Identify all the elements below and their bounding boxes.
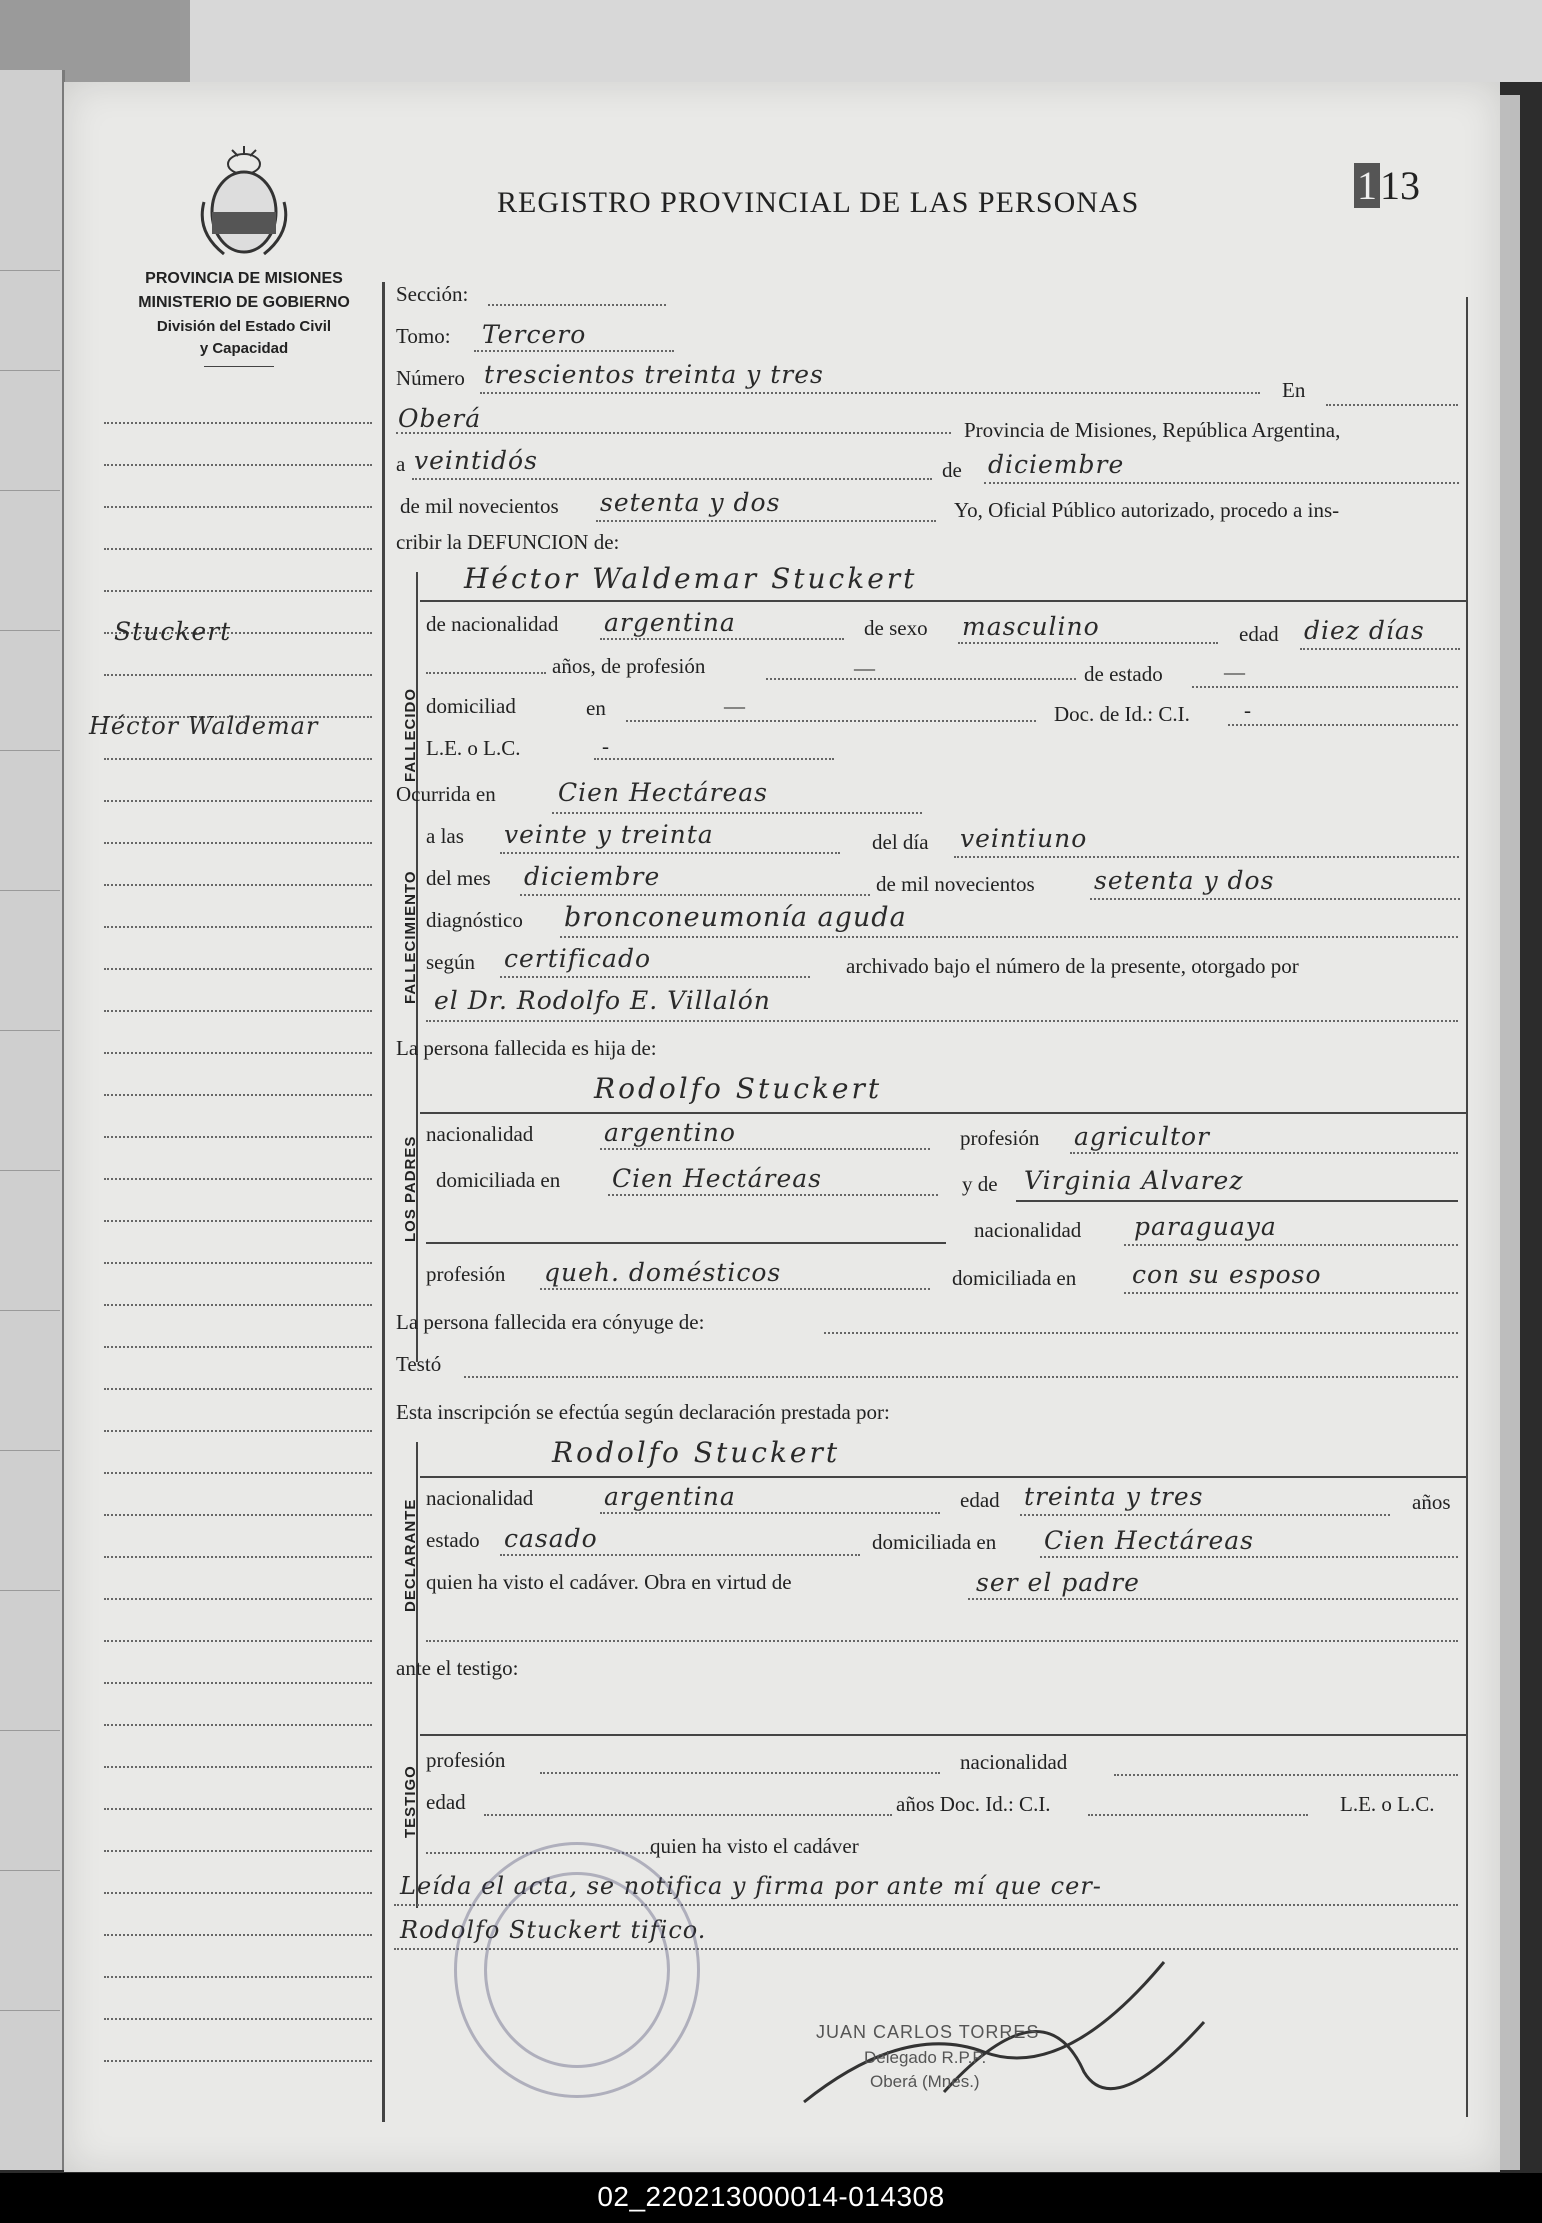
label-testo: Testó (396, 1352, 442, 1376)
label-nacionalidad-de: de nacionalidad (426, 612, 559, 636)
margin-rule (104, 1640, 372, 1642)
office-line-4: y Capacidad (199, 340, 289, 357)
label-seccion: Sección: (396, 282, 469, 306)
label-cribir: cribir la DEFUNCION de: (396, 530, 620, 554)
margin-rule (104, 1472, 372, 1474)
margin-rule (104, 1598, 372, 1600)
margin-rule (104, 1976, 372, 1978)
label-archivado: archivado bajo el número de la presente, otorgado por (846, 954, 1299, 978)
value-le-lc: - (602, 734, 609, 758)
label-domiciliada-en: domiciliada en (436, 1168, 561, 1192)
document-title: REGISTRO PROVINCIAL DE LAS PERSONAS (497, 186, 1140, 219)
document-page (64, 82, 1500, 2172)
value-numero: trescientos treinta y tres (484, 360, 824, 389)
value-en-virtud: ser el padre (976, 1568, 1140, 1597)
value-tomo: Tercero (482, 320, 587, 349)
margin-rule (104, 590, 372, 592)
margin-given-names: Héctor Waldemar (89, 712, 319, 740)
label-anos: años (1412, 1490, 1451, 1514)
side-label-testigo: TESTIGO (402, 1765, 419, 1838)
side-label-fallecimiento: FALLECIMIENTO (402, 870, 419, 1004)
coat-of-arms-icon (194, 142, 294, 262)
margin-rule (104, 1850, 372, 1852)
label-anos-profesion: años, de profesión (552, 654, 706, 678)
label-nacionalidad-madre: nacionalidad (974, 1218, 1082, 1242)
label-quien-cadaver-2: quien ha visto el cadáver (650, 1834, 859, 1858)
label-del-dia: del día (872, 830, 929, 854)
value-dia: veintidós (414, 446, 538, 475)
margin-rule (104, 1052, 372, 1054)
value-declarante-edad: treinta y tres (1024, 1482, 1204, 1511)
side-label-declarante: DECLARANTE (402, 1498, 419, 1612)
value-sexo: masculino (962, 612, 1100, 641)
value-doc-ci: - (1244, 698, 1251, 722)
margin-rule (104, 422, 372, 424)
margin-surname: Stuckert (114, 617, 232, 646)
margin-rule (104, 464, 372, 466)
page-right-edge (1500, 95, 1520, 2170)
office-line-2: MINISTERIO DE GOBIERNO (138, 294, 350, 311)
label-domiciliado: domiciliad (426, 694, 516, 718)
margin-rule (104, 548, 372, 550)
value-declarante-nacionalidad: argentina (604, 1482, 736, 1511)
page-number (1354, 162, 1420, 209)
label-del-mes: del mes (426, 866, 491, 890)
label-segun: según (426, 950, 475, 974)
label-doc-id: Doc. de Id.: C.I. (1054, 702, 1190, 726)
label-edad-testigo: edad (426, 1790, 466, 1814)
signature-scribble-icon (784, 1902, 1264, 2132)
margin-rule (104, 1892, 372, 1894)
label-estado-declarante: estado (426, 1528, 480, 1552)
label-ante-testigo: ante el testigo: (396, 1656, 519, 1680)
margin-rule (104, 968, 372, 970)
label-a: a (396, 452, 406, 476)
margin-rule (104, 1094, 372, 1096)
value-padre-profesion: agricultor (1074, 1122, 1211, 1151)
label-de: de (942, 458, 962, 482)
page-number-rest: 13 (1380, 163, 1420, 208)
signature-name: JUAN CARLOS TORRES (816, 2022, 1040, 2042)
label-nacionalidad-declarante: nacionalidad (426, 1486, 534, 1510)
label-edad: edad (1239, 622, 1279, 646)
value-estado: — (1224, 660, 1245, 684)
label-yo-oficial: Yo, Oficial Público autorizado, procedo a ins- (954, 498, 1340, 522)
label-numero: Número (396, 366, 465, 390)
label-edad-declarante: edad (960, 1488, 1000, 1512)
office-line-1: PROVINCIA DE MISIONES (145, 270, 343, 287)
side-label-padres: LOS PADRES (402, 1135, 419, 1242)
label-nacionalidad-testigo: nacionalidad (960, 1750, 1068, 1774)
signature-place: Oberá (Mnes.) (870, 2072, 980, 2091)
value-lugar: Oberá (398, 404, 482, 433)
label-de-sexo: de sexo (864, 616, 928, 640)
label-domiciliada-declarante: domiciliada en (872, 1530, 997, 1554)
label-profesion-testigo: profesión (426, 1748, 506, 1772)
margin-rule (104, 1178, 372, 1180)
file-id-bar (0, 2173, 1542, 2223)
value-madre-domicilio: con su esposo (1132, 1260, 1322, 1289)
background-top (0, 0, 1542, 82)
label-en: En (1282, 378, 1306, 402)
margin-rule (104, 1136, 372, 1138)
margin-rule (104, 1724, 372, 1726)
margin-rule (104, 1010, 372, 1012)
value-mes-fallecimiento: diciembre (524, 862, 661, 891)
margin-rule (104, 2060, 372, 2062)
margin-rule (104, 1556, 372, 1558)
label-de-mil: de mil novecientos (400, 494, 559, 518)
margin-rule (104, 1304, 372, 1306)
file-id: 02_220213000014-014308 (597, 2181, 945, 2212)
value-padre-nacionalidad: argentino (604, 1118, 736, 1147)
margin-rule (104, 1220, 372, 1222)
value-nombre-fallecido: Héctor Waldemar Stuckert (464, 562, 918, 595)
value-declarante-domicilio: Cien Hectáreas (1044, 1526, 1254, 1555)
office-line-3: División del Estado Civil (156, 318, 332, 335)
value-madre-nacionalidad: paraguaya (1134, 1212, 1277, 1241)
label-y-de: y de (962, 1172, 998, 1196)
label-de-estado: de estado (1084, 662, 1163, 686)
label-profesion-padre: profesión (960, 1126, 1040, 1150)
value-anio-fallecimiento: setenta y dos (1094, 866, 1275, 895)
label-nacionalidad-padre: nacionalidad (426, 1122, 534, 1146)
margin-rule (104, 1808, 372, 1810)
label-le-lc-2: L.E. o L.C. (1340, 1792, 1435, 1816)
value-diagnostico: bronconeumonía aguda (564, 902, 907, 933)
label-le-lc: L.E. o L.C. (426, 736, 521, 760)
margin-rule (104, 1430, 372, 1432)
value-segun: certificado (504, 944, 651, 973)
value-madre-profesion: queh. domésticos (544, 1258, 782, 1287)
value-padre-domicilio: Cien Hectáreas (612, 1164, 822, 1193)
value-otorgado-por: el Dr. Rodolfo E. Villalón (434, 986, 771, 1015)
margin-rule (104, 884, 372, 886)
value-declarante-estado: casado (504, 1524, 598, 1553)
margin-rule (104, 926, 372, 928)
page-number-box: 1 (1354, 163, 1380, 208)
label-diagnostico: diagnóstico (426, 908, 523, 932)
margin-rule (104, 1388, 372, 1390)
label-hija-de: La persona fallecida es hija de: (396, 1036, 657, 1060)
value-domicilio: — (724, 694, 745, 718)
label-de-mil-2: de mil novecientos (876, 872, 1035, 896)
margin-rule (104, 2018, 372, 2020)
value-edad: diez días (1304, 616, 1425, 645)
margin-rule (104, 1262, 372, 1264)
value-cierre-2: Rodolfo Stuckert tifico. (400, 1916, 707, 1944)
label-profesion-madre: profesión (426, 1262, 506, 1286)
label-conyuge: La persona fallecida era cónyuge de: (396, 1310, 705, 1334)
value-anio: setenta y dos (600, 488, 781, 517)
margin-rule (104, 1346, 372, 1348)
margin-rule (104, 1682, 372, 1684)
value-padre: Rodolfo Stuckert (594, 1072, 883, 1105)
value-mes: diciembre (988, 450, 1125, 479)
label-inscripcion: Esta inscripción se efectúa según declaración prestada por: (396, 1400, 890, 1424)
margin-rule (104, 1934, 372, 1936)
label-quien-cadaver: quien ha visto el cadáver. Obra en virtud de (426, 1570, 792, 1594)
signature-role: Delegado R.P.P. (864, 2048, 987, 2067)
value-nacionalidad-fallecido: argentina (604, 608, 736, 637)
margin-rule (104, 758, 372, 760)
left-page-edge (0, 70, 65, 2170)
official-seal-inner (484, 1872, 670, 2068)
margin-rule (104, 842, 372, 844)
value-cierre-1: Leída el acta, se notifica y firma por ante mí que cer- (400, 1872, 1102, 1900)
label-provincia: Provincia de Misiones, República Argentina, (964, 418, 1341, 442)
value-hora: veinte y treinta (504, 820, 714, 849)
label-ocurrida-en: Ocurrida en (396, 782, 496, 806)
margin-rule (104, 1514, 372, 1516)
label-a-las: a las (426, 824, 464, 848)
margin-rule (104, 800, 372, 802)
margin-rule (104, 1766, 372, 1768)
label-domiciliada-en-2: domiciliada en (952, 1266, 1077, 1290)
value-ocurrida-en: Cien Hectáreas (558, 778, 768, 807)
label-en-domicilio: en (586, 696, 606, 720)
margin-rule (104, 506, 372, 508)
value-profesion: — (854, 656, 875, 680)
margin-rule (104, 674, 372, 676)
value-madre: Virginia Alvarez (1024, 1166, 1244, 1195)
value-dia-fallecimiento: veintiuno (960, 824, 1088, 853)
label-anos-doc: años Doc. Id.: C.I. (896, 1792, 1051, 1816)
value-declarante: Rodolfo Stuckert (552, 1436, 841, 1469)
side-label-fallecido: FALLECIDO (402, 688, 419, 782)
label-tomo: Tomo: (396, 324, 451, 348)
